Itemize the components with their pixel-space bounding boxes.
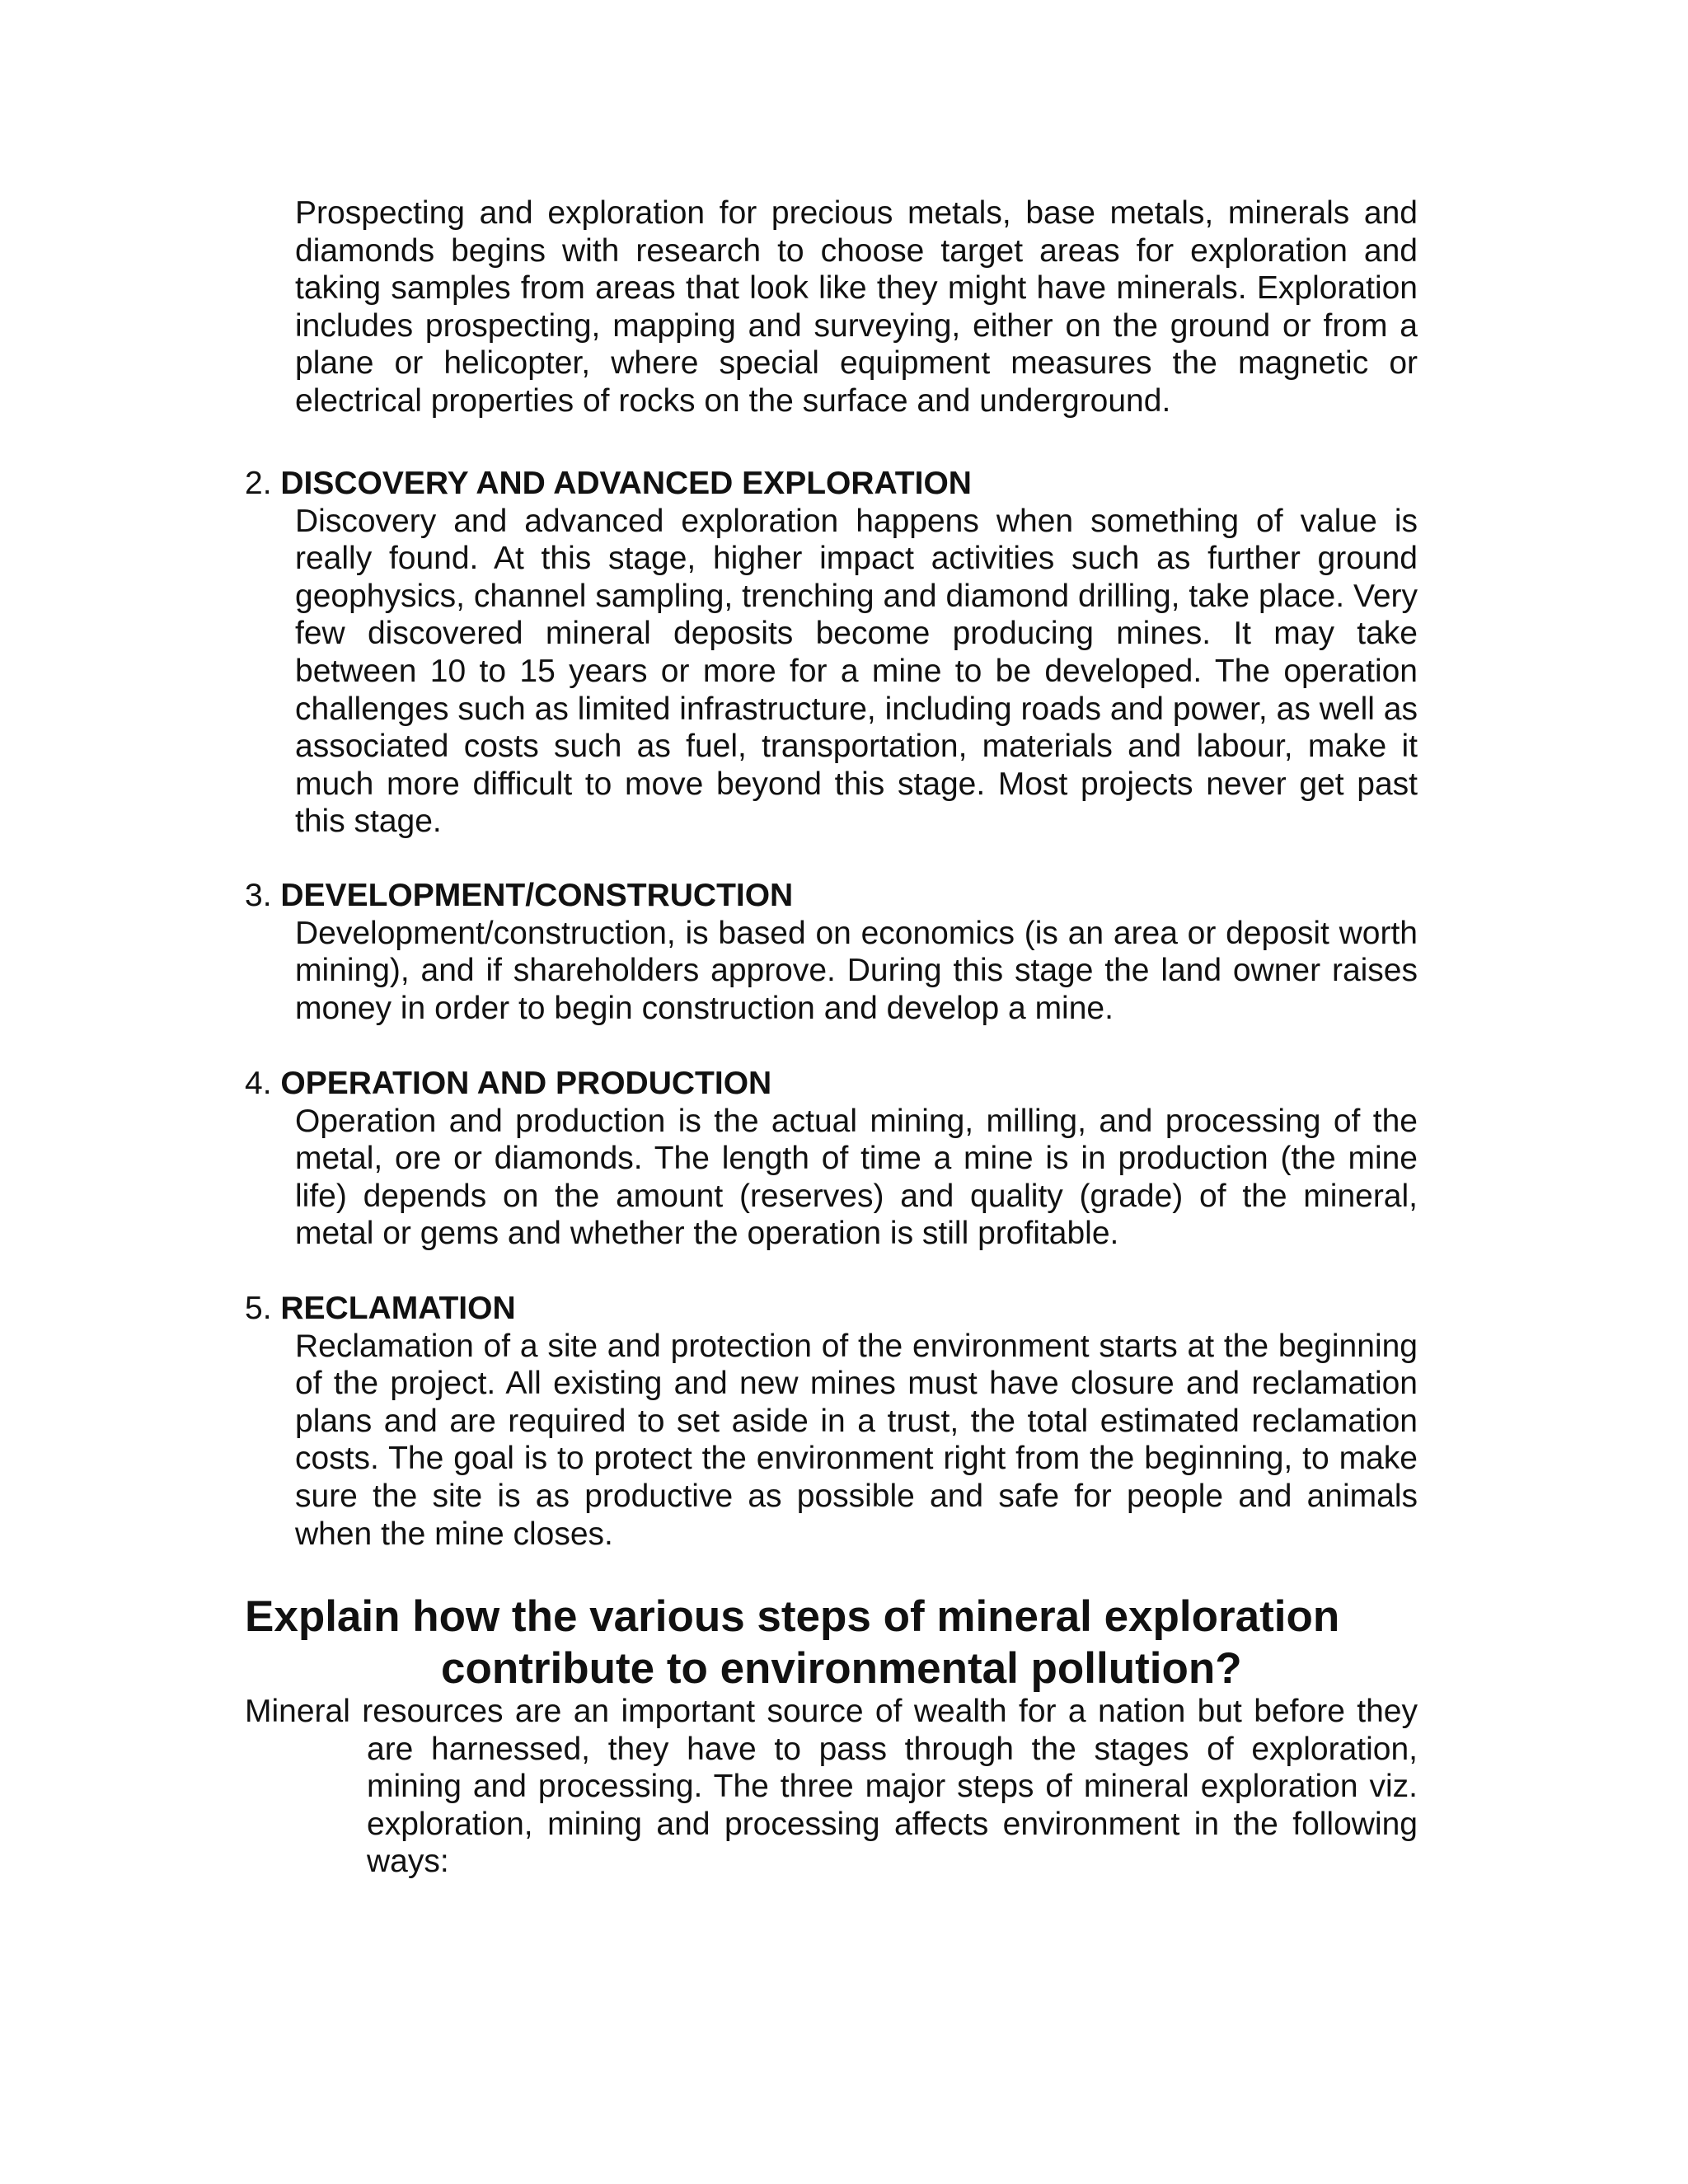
stage-heading [245,1065,1418,1103]
stage-section-development [245,877,1418,1027]
stage-number: 5. [245,1291,272,1326]
stage-heading [245,1290,1418,1328]
stage-title: RECLAMATION [280,1291,516,1326]
stage-section-operation [245,1065,1418,1253]
stage-number: 3. [245,878,272,913]
stage-heading [245,877,1418,915]
stage-body: Operation and production is the actual mining, milling, and processing of the metal, ore or diamonds. The length of time a mine is in production (the mine life) depends on the amount (reserves) and quality (grade) of the mineral, metal or gems and whether the operation is still profitable. [295,1103,1418,1252]
stage-title: DISCOVERY AND ADVANCED EXPLORATION [280,466,972,501]
stage-number: 2. [245,466,272,501]
stage-section-reclamation [245,1290,1418,1553]
question-line-2: contribute to environmental pollution? [441,1644,1242,1693]
stage-title: OPERATION AND PRODUCTION [280,1066,772,1101]
stage-number: 4. [245,1066,272,1101]
question-heading [245,1591,1418,1694]
stage-heading [245,465,1418,503]
stage-title: DEVELOPMENT/CONSTRUCTION [280,878,794,913]
question-line-1: Explain how the various steps of mineral exploration [245,1592,1340,1641]
stage-body: Discovery and advanced exploration happens when something of value is really found. At this stage, higher impact activities such as further ground geophysics, channel sampling, trenching and diamond drilling, take place. Very few discovered mineral deposits become producing mines. It may take between 10 to 15 years or more for a mine to be developed. The operation challenges such as limited infrastructure, including roads and power, as well as associated costs such as fuel, transportation, materials and labour, make it much more difficult to move beyond this stage. Most projects never get past this stage. [295,503,1418,840]
intro-paragraph: Prospecting and exploration for precious metals, base metals, minerals and diamonds begins with research to choose target areas for exploration and taking samples from areas that look like they might have minerals. Exploration includes prospecting, mapping and surveying, either on the ground or from a plane or helicopter, where special equipment measures the magnetic or electrical properties of rocks on the surface and underground. [295,195,1418,419]
stage-section-discovery [245,465,1418,841]
answer-paragraph: Mineral resources are an important source of wealth for a nation but before they are harnessed, they have to pass through the stages of exploration, mining and processing. The three major steps of mineral exploration viz. exploration, mining and processing affects environment in the following ways: [245,1694,1418,1880]
stage-body: Development/construction, is based on economics (is an area or deposit worth mining), and if shareholders approve. During this stage the land owner raises money in order to begin construction and develop a mine. [295,915,1418,1026]
stage-body: Reclamation of a site and protection of the environment starts at the beginning of the project. All existing and new mines must have closure and reclamation plans and are required to set aside in a trust, the total estimated reclamation costs. The goal is to protect the environment right from the beginning, to make sure the site is as productive as possible and safe for people and animals when the mine closes. [295,1328,1418,1552]
